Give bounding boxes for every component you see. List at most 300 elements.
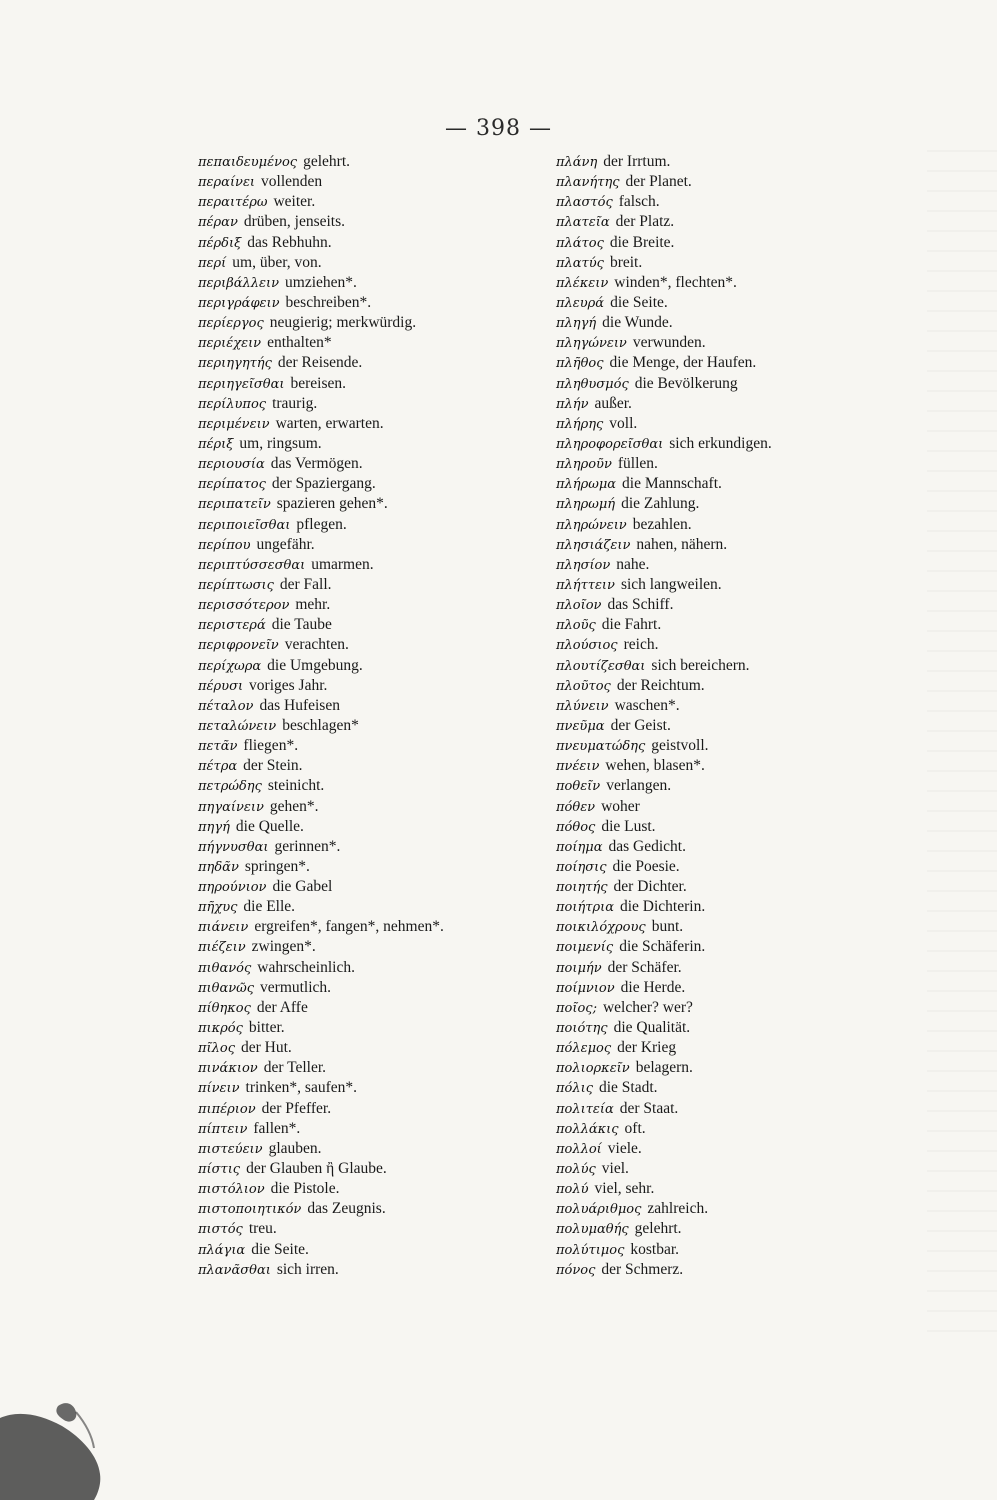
dictionary-entry (556, 454, 886, 474)
german-translation: der Pfeffer. (261, 1099, 332, 1117)
greek-headword: πληγή (556, 316, 597, 332)
german-translation: das Rebhuhn. (247, 233, 332, 251)
greek-headword: περίχωρα (198, 658, 262, 674)
german-translation: nahe. (616, 555, 650, 573)
german-translation: sich erkundigen. (669, 434, 772, 452)
german-translation: der Spaziergang. (271, 475, 376, 493)
greek-headword: πολιτεία (556, 1101, 614, 1117)
greek-headword: πλευρά (556, 295, 605, 311)
greek-headword: πηδᾶν (198, 859, 239, 875)
greek-headword: περισσότερον (198, 598, 290, 614)
dictionary-entry (198, 1179, 538, 1199)
german-translation: das Gedicht. (608, 837, 686, 855)
german-translation: bitter. (248, 1019, 285, 1037)
greek-headword: περιηγητής (198, 356, 272, 372)
german-translation: die Stadt. (599, 1079, 658, 1097)
greek-headword: πέτρα (198, 759, 238, 775)
greek-headword: περιηγεῖσθαι (198, 376, 285, 392)
german-translation: viele. (607, 1139, 642, 1157)
greek-headword: πλάνη (556, 155, 598, 170)
greek-headword: πολυάριθμος (556, 1202, 642, 1218)
greek-headword: ποιητής (556, 880, 608, 896)
dictionary-entry (556, 776, 886, 796)
dictionary-entry (556, 152, 886, 172)
greek-headword: περιέχειν (198, 336, 262, 352)
dictionary-entry (556, 1058, 886, 1078)
greek-headword: πίθηκος (198, 1000, 251, 1016)
greek-headword: ποθεῖν (556, 779, 601, 795)
greek-headword: πῖλος (198, 1041, 235, 1057)
german-translation: voll. (609, 414, 638, 432)
dictionary-entry (556, 293, 886, 313)
greek-headword: ποίησις (556, 859, 607, 875)
dictionary-entry (198, 736, 538, 756)
greek-headword: ποιήτρια (556, 900, 614, 916)
german-translation: der Schäfer. (607, 958, 682, 976)
german-translation: weiter. (273, 193, 316, 211)
dictionary-entry (556, 313, 886, 333)
german-translation: umarmen. (311, 555, 374, 573)
greek-headword: πεπαιδευμένος (198, 155, 298, 170)
page-bleed-through (927, 150, 997, 1350)
dictionary-entry (556, 1179, 886, 1199)
dictionary-entry (198, 515, 538, 535)
german-translation: ungefähr. (256, 535, 315, 553)
german-translation: der Platz. (615, 213, 675, 231)
greek-headword: πολιορκεῖν (556, 1061, 630, 1077)
dictionary-entry (198, 1099, 538, 1119)
german-translation: belagern. (635, 1059, 693, 1077)
german-translation: springen*. (244, 857, 310, 875)
dictionary-entry (198, 394, 538, 414)
german-translation: der Planet. (625, 173, 692, 191)
german-translation: die Seite. (610, 293, 668, 311)
greek-headword: ποιμενίς (556, 940, 614, 956)
dictionary-entry (556, 273, 886, 293)
greek-headword: πέταλον (198, 698, 254, 714)
greek-headword: πετᾶν (198, 739, 238, 755)
dictionary-entry (556, 1219, 886, 1239)
german-translation: zwingen*. (251, 938, 316, 956)
dictionary-entry (198, 1018, 538, 1038)
greek-headword: πληροῦν (556, 457, 612, 473)
greek-headword: πικρός (198, 1021, 243, 1037)
dictionary-entry (556, 333, 886, 353)
greek-headword: πῆχυς (198, 900, 238, 916)
greek-headword: πλήττειν (556, 577, 615, 593)
dictionary-entry (198, 212, 538, 232)
german-translation: die Wunde. (602, 314, 673, 332)
greek-headword: πλατεῖα (556, 215, 610, 231)
greek-headword: πολύτιμος (556, 1242, 625, 1258)
german-translation: glauben. (268, 1139, 322, 1157)
dictionary-entry (198, 353, 538, 373)
dictionary-entry (198, 192, 538, 212)
dictionary-entry (198, 233, 538, 253)
dictionary-entry (198, 837, 538, 857)
greek-headword: πιθανός (198, 960, 252, 976)
greek-headword: πίνειν (198, 1081, 240, 1097)
dictionary-entry (198, 1078, 538, 1098)
german-translation: sich irren. (276, 1260, 339, 1278)
german-translation: der Teller. (263, 1059, 327, 1077)
dictionary-entry (556, 1078, 886, 1098)
dictionary-entry (556, 797, 886, 817)
greek-headword: πετρώδης (198, 779, 262, 795)
dictionary-entry (198, 635, 538, 655)
greek-headword: πιπέριον (198, 1101, 256, 1117)
greek-headword: πληρωμή (556, 497, 616, 513)
greek-headword: πλήρης (556, 416, 604, 432)
german-translation: die Pistole. (270, 1180, 340, 1198)
greek-headword: ποῖος; (556, 1000, 597, 1016)
greek-headword: πλαστός (556, 195, 613, 211)
greek-headword: πιστός (198, 1222, 243, 1238)
german-translation: enthalten* (267, 334, 332, 352)
dictionary-entry (198, 434, 538, 454)
german-translation: die Fahrt. (601, 616, 662, 634)
german-translation: neugierig; merkwürdig. (269, 314, 417, 332)
greek-headword: περί (198, 255, 227, 271)
dictionary-entry (556, 917, 886, 937)
german-translation: spazieren gehen*. (276, 495, 388, 513)
german-translation: kostbar. (630, 1240, 680, 1258)
dictionary-entry (556, 192, 886, 212)
greek-headword: πηγή (198, 819, 230, 835)
greek-headword: ποιότης (556, 1021, 608, 1037)
german-translation: das Schiff. (607, 596, 674, 614)
german-translation: die Poesie. (612, 857, 680, 875)
greek-headword: πέρυσι (198, 678, 244, 694)
german-translation: die Bevölkerung (634, 374, 738, 392)
german-translation: der Dichter. (613, 878, 687, 896)
dictionary-entry (556, 716, 886, 736)
german-translation: ergreifen*, fangen*, nehmen*. (254, 918, 444, 936)
dictionary-entry (556, 897, 886, 917)
greek-headword: πλησιάζειν (556, 537, 631, 553)
german-translation: verlangen. (606, 777, 672, 795)
german-translation: breit. (609, 253, 643, 271)
dictionary-entry (556, 1240, 886, 1260)
dictionary-entry (556, 958, 886, 978)
dictionary-entry (198, 937, 538, 957)
german-translation: die Qualität. (613, 1019, 691, 1037)
greek-headword: ποίημα (556, 839, 603, 855)
greek-headword: πηρούνιον (198, 880, 267, 896)
greek-headword: περιβάλλειν (198, 275, 280, 291)
german-translation: gehen*. (269, 797, 319, 815)
greek-headword: πλέκειν (556, 275, 609, 291)
greek-headword: πλήν (556, 396, 589, 412)
dictionary-entry (198, 1139, 538, 1159)
german-translation: steinicht. (267, 777, 325, 795)
greek-headword: πληρώνειν (556, 517, 627, 533)
german-translation: viel. (601, 1160, 629, 1178)
dictionary-entry (556, 172, 886, 192)
german-translation: die Menge, der Haufen. (609, 354, 757, 372)
german-translation: die Breite. (609, 233, 675, 251)
german-translation: verachten. (284, 636, 349, 654)
dictionary-entry (198, 555, 538, 575)
german-translation: um, über, von. (232, 253, 322, 271)
ink-blot (0, 1390, 110, 1500)
dictionary-entry (556, 233, 886, 253)
dictionary-entry (198, 1058, 538, 1078)
greek-headword: περιφρονεῖν (198, 638, 279, 654)
greek-headword: πλανᾶσθαι (198, 1262, 271, 1278)
greek-headword: ποιμήν (556, 960, 602, 976)
dictionary-entry (198, 1240, 538, 1260)
dictionary-entry (556, 756, 886, 776)
german-translation: die Gabel (272, 878, 333, 896)
german-translation: gelehrt. (634, 1220, 682, 1238)
greek-headword: ποικιλόχρους (556, 920, 646, 936)
dictionary-entry (198, 978, 538, 998)
greek-headword: περιουσία (198, 457, 265, 473)
german-translation: geistvoll. (651, 737, 709, 755)
german-translation: viel, sehr. (594, 1180, 655, 1198)
dictionary-entry (198, 454, 538, 474)
german-translation: falsch. (618, 193, 660, 211)
greek-headword: πήγνυσθαι (198, 839, 269, 855)
german-translation: die Dichterin. (619, 898, 706, 916)
dictionary-entry (198, 152, 538, 172)
german-translation: außer. (594, 394, 632, 412)
greek-headword: πληθυσμός (556, 376, 629, 392)
dictionary-entry (198, 615, 538, 635)
german-translation: die Mannschaft. (622, 475, 722, 493)
german-translation: das Hufeisen (259, 696, 340, 714)
german-translation: die Schäferin. (619, 938, 706, 956)
german-translation: der Geist. (610, 716, 671, 734)
german-translation: fallen*. (253, 1119, 301, 1137)
greek-headword: περιμένειν (198, 416, 270, 432)
dictionary-entry (198, 1119, 538, 1139)
dictionary-entry (556, 515, 886, 535)
dictionary-entry (556, 1260, 886, 1280)
greek-headword: πλύνειν (556, 698, 609, 714)
dictionary-entry (556, 595, 886, 615)
greek-headword: πόθος (556, 819, 596, 835)
greek-headword: περιστερά (198, 618, 266, 634)
german-translation: warten, erwarten. (275, 414, 384, 432)
german-translation: der Reichtum. (616, 676, 705, 694)
greek-headword: πίπτειν (198, 1121, 248, 1137)
german-translation: bezahlen. (632, 515, 692, 533)
german-translation: bereisen. (290, 374, 346, 392)
dictionary-entry (198, 1219, 538, 1239)
dictionary-entry (198, 474, 538, 494)
greek-headword: πηγαίνειν (198, 799, 264, 815)
greek-headword: πλατύς (556, 255, 604, 271)
greek-headword: πεταλώνειν (198, 718, 277, 734)
greek-headword: πνεῦμα (556, 718, 605, 734)
greek-headword: πόθεν (556, 799, 596, 815)
greek-headword: πολλάκις (556, 1121, 619, 1137)
greek-headword: πλανήτης (556, 175, 620, 191)
german-translation: umziehen*. (285, 273, 357, 291)
german-translation: voriges Jahr. (249, 676, 328, 694)
greek-headword: πλούσιος (556, 638, 618, 654)
dictionary-entry (556, 1139, 886, 1159)
dictionary-entry (198, 857, 538, 877)
greek-headword: περιπτύσσεσθαι (198, 557, 306, 573)
german-translation: füllen. (617, 455, 658, 473)
dictionary-entry (556, 494, 886, 514)
greek-headword: πολλοί (556, 1141, 602, 1157)
dictionary-entry (198, 253, 538, 273)
greek-headword: πινάκιον (198, 1061, 258, 1077)
dictionary-entry (556, 212, 886, 232)
german-translation: verwunden. (632, 334, 706, 352)
german-translation: nahen, nähern. (636, 535, 728, 553)
german-translation: drüben, jenseits. (243, 213, 346, 231)
german-translation: bunt. (651, 918, 684, 936)
german-translation: wehen, blasen*. (605, 757, 705, 775)
german-translation: sich bereichern. (651, 656, 750, 674)
german-translation: der Stein. (243, 757, 303, 775)
dictionary-entry (198, 1159, 538, 1179)
greek-headword: πέρδιξ (198, 235, 242, 251)
dictionary-entry (556, 575, 886, 595)
german-translation: die Lust. (601, 817, 656, 835)
dictionary-entry (556, 978, 886, 998)
dictionary-entry (198, 797, 538, 817)
greek-headword: πέραν (198, 215, 238, 231)
dictionary-entry (198, 374, 538, 394)
greek-headword: πολύς (556, 1162, 596, 1178)
greek-headword: πληγώνειν (556, 336, 627, 352)
dictionary-entry (198, 313, 538, 333)
greek-headword: πλοῖον (556, 598, 602, 614)
dictionary-entry (556, 998, 886, 1018)
dictionary-entry (556, 535, 886, 555)
greek-headword: πέριξ (198, 436, 234, 452)
german-translation: gelehrt. (303, 153, 351, 170)
german-translation: reich. (623, 636, 659, 654)
german-translation: zahlreich. (647, 1200, 709, 1218)
german-translation: fliegen*. (243, 737, 299, 755)
greek-headword: πνέειν (556, 759, 600, 775)
german-translation: pflegen. (296, 515, 347, 533)
german-translation: sich langweilen. (620, 575, 722, 593)
greek-headword: πνευματώδης (556, 739, 646, 755)
greek-headword: πλοῦς (556, 618, 596, 634)
dictionary-entry (198, 1260, 538, 1280)
dictionary-entry (198, 756, 538, 776)
greek-headword: περαίνει (198, 175, 256, 191)
german-translation: der Fall. (279, 575, 332, 593)
dictionary-entry (198, 897, 538, 917)
greek-headword: πιστεύειν (198, 1141, 263, 1157)
german-translation: woher (601, 797, 640, 815)
dictionary-entry (198, 716, 538, 736)
german-translation: die Zahlung. (621, 495, 700, 513)
german-translation: gerinnen*. (274, 837, 341, 855)
greek-headword: πλάτος (556, 235, 604, 251)
dictionary-entry (556, 434, 886, 454)
dictionary-entry (198, 1199, 538, 1219)
german-translation: der Glauben ἢ Glaube. (246, 1160, 387, 1178)
german-translation: der Reisende. (277, 354, 363, 372)
german-translation: der Staat. (619, 1099, 679, 1117)
german-translation: die Elle. (243, 898, 296, 916)
dictionary-entry (198, 1038, 538, 1058)
dictionary-entry (198, 333, 538, 353)
greek-headword: ποίμνιον (556, 980, 615, 996)
dictionary-entry (198, 958, 538, 978)
german-translation: das Zeugnis. (307, 1200, 386, 1218)
german-translation: vermutlich. (260, 978, 332, 996)
greek-headword: περίπτωσις (198, 577, 274, 593)
dictionary-entry (556, 1038, 886, 1058)
dictionary-entry (556, 817, 886, 837)
greek-headword: πόλις (556, 1081, 593, 1097)
german-translation: die Umgebung. (267, 656, 363, 674)
dictionary-entry (556, 555, 886, 575)
dictionary-entry (198, 535, 538, 555)
dictionary-entry (556, 414, 886, 434)
greek-headword: περιγράφειν (198, 295, 280, 311)
dictionary-entry (556, 656, 886, 676)
dictionary-entry (198, 494, 538, 514)
greek-headword: πιθανῶς (198, 980, 255, 996)
dictionary-entry (556, 253, 886, 273)
german-translation: das Vermögen. (270, 455, 363, 473)
dictionary-entry (556, 877, 886, 897)
german-translation: die Seite. (251, 1240, 309, 1258)
german-translation: die Taube (271, 616, 332, 634)
dictionary-entry (198, 696, 538, 716)
dictionary-entry (198, 595, 538, 615)
german-translation: der Affe (256, 998, 308, 1016)
german-translation: der Irrtum. (603, 153, 671, 170)
greek-headword: πιστόλιον (198, 1182, 265, 1198)
dictionary-entry (556, 474, 886, 494)
dictionary-entry (198, 998, 538, 1018)
greek-headword: πόλεμος (556, 1041, 612, 1057)
page-number: — 398 — (445, 116, 552, 141)
dictionary-entry (198, 293, 538, 313)
german-translation: die Quelle. (235, 817, 304, 835)
greek-headword: πίστις (198, 1162, 241, 1178)
greek-headword: πλοῦτος (556, 678, 611, 694)
dictionary-entry (556, 736, 886, 756)
greek-headword: πλῆθος (556, 356, 604, 372)
dictionary-entry (556, 1099, 886, 1119)
german-translation: der Hut. (241, 1039, 292, 1057)
right-column (556, 152, 886, 1280)
german-translation: die Herde. (620, 978, 686, 996)
left-column (198, 152, 538, 1280)
german-translation: traurig. (272, 394, 318, 412)
german-translation: winden*, flechten*. (614, 273, 737, 291)
german-translation: beschreiben*. (285, 293, 372, 311)
dictionary-entry (198, 575, 538, 595)
dictionary-entry (198, 817, 538, 837)
dictionary-entry (556, 837, 886, 857)
dictionary-entry (556, 1018, 886, 1038)
greek-headword: πλάγια (198, 1242, 246, 1258)
dictionary-entry (556, 696, 886, 716)
greek-headword: περιπατεῖν (198, 497, 271, 513)
greek-headword: πιστοποιητικόν (198, 1202, 302, 1218)
greek-headword: περίλυπος (198, 396, 267, 412)
dictionary-entry (556, 857, 886, 877)
dictionary-entry (556, 615, 886, 635)
dictionary-entry (198, 273, 538, 293)
german-translation: beschlagen* (282, 716, 359, 734)
